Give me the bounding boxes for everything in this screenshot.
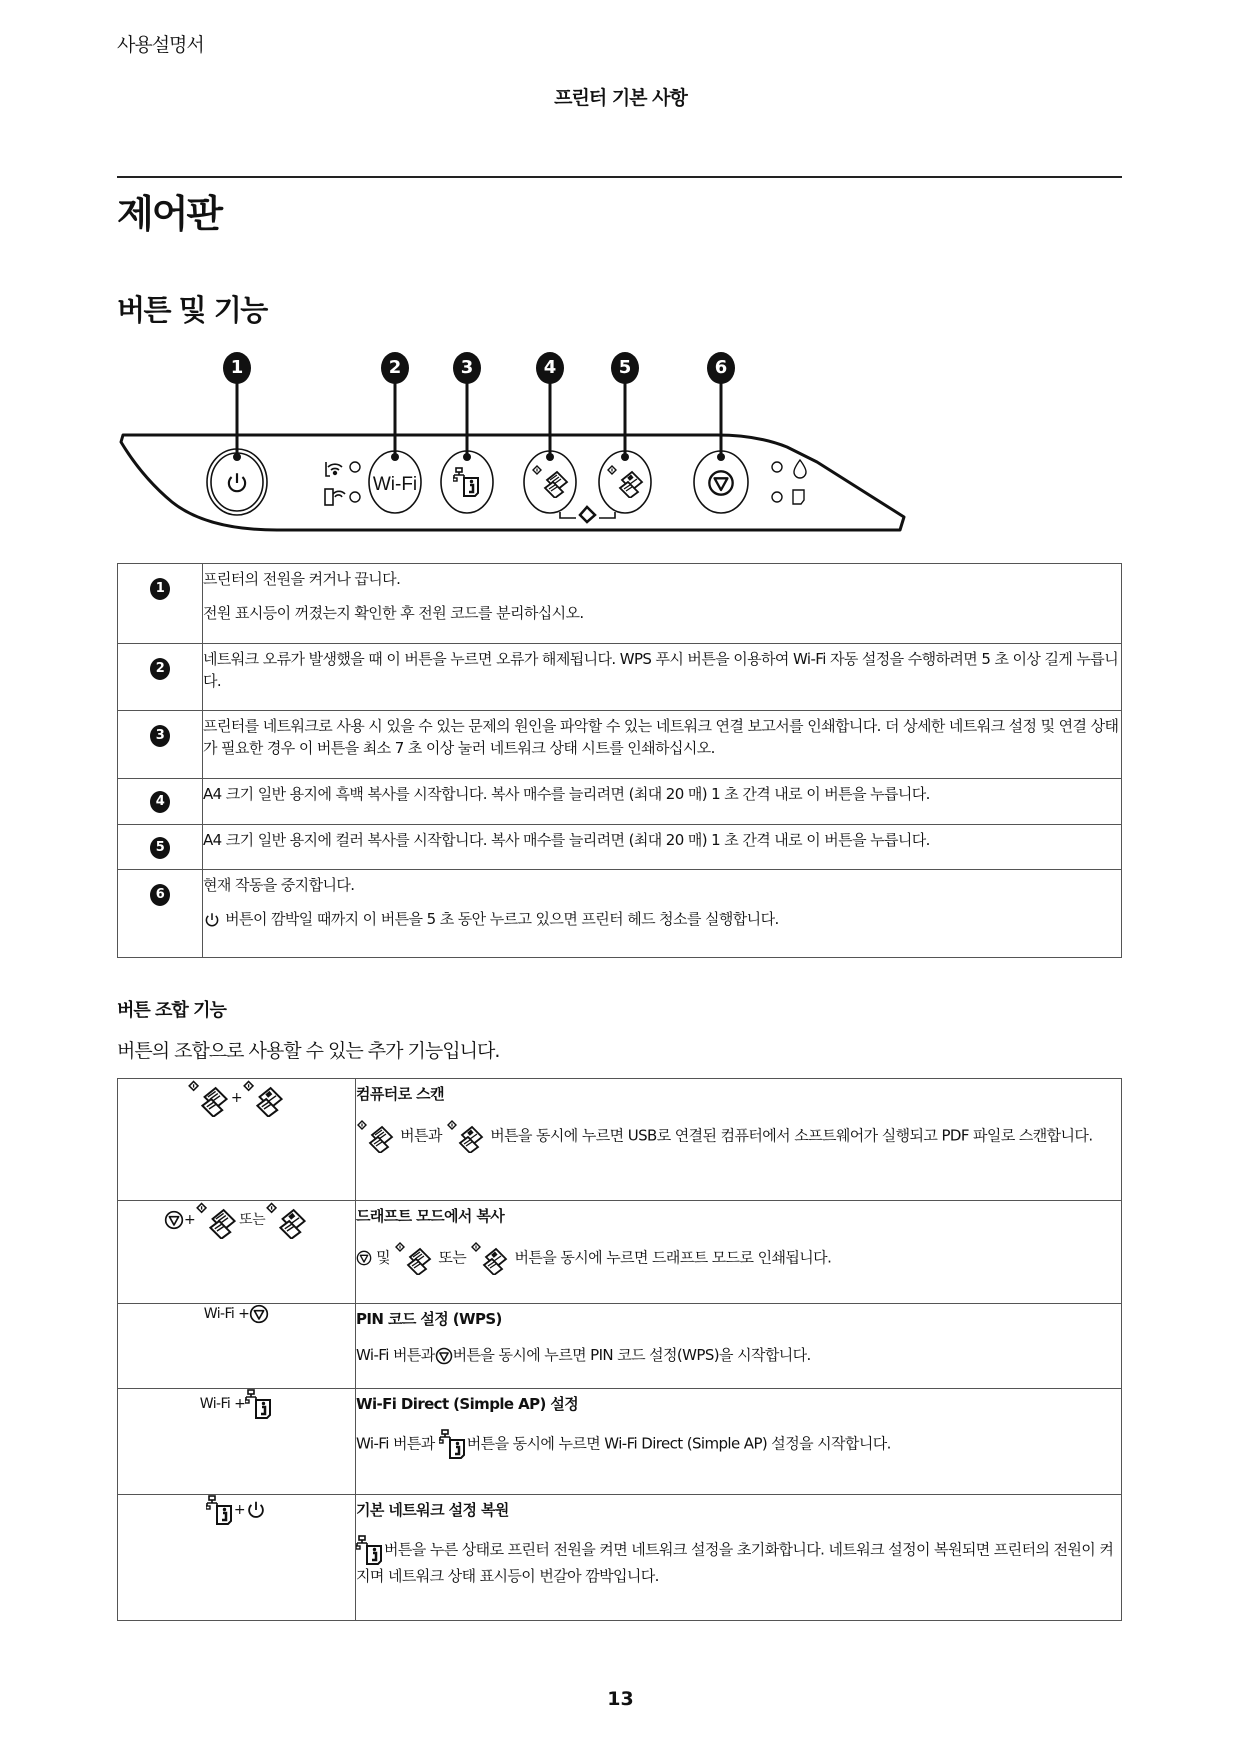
document-title: 사용설명서 bbox=[117, 34, 204, 56]
row-number: 6 bbox=[150, 884, 170, 906]
page-subtitle: 버튼 및 기능 bbox=[117, 293, 267, 327]
table-row bbox=[118, 779, 1122, 825]
plus-sign: + bbox=[234, 1396, 246, 1412]
combo-title: Wi-Fi Direct (Simple AP) 설정 bbox=[356, 1395, 579, 1413]
combo-table bbox=[117, 1078, 1122, 1621]
combo-section-title: 버튼 조합 기능 bbox=[117, 1000, 226, 1021]
buttons-table bbox=[117, 563, 1122, 958]
running-section-header bbox=[0, 83, 1241, 110]
row-number: 1 bbox=[150, 578, 170, 600]
combo-desc: 버튼과 bbox=[400, 1126, 442, 1145]
callout-4: 4 bbox=[536, 352, 564, 384]
table-row bbox=[118, 1201, 1122, 1304]
plus-sign: + bbox=[233, 1502, 246, 1518]
callout-6: 6 bbox=[707, 352, 735, 384]
wifi-label: Wi-Fi bbox=[203, 1306, 235, 1322]
network-info-icon bbox=[356, 1535, 384, 1565]
plus-sign: + bbox=[230, 1090, 243, 1106]
bw-copy-icon bbox=[187, 1079, 231, 1117]
wifi-label: Wi-Fi bbox=[199, 1396, 231, 1412]
bw-copy-icon bbox=[394, 1241, 434, 1275]
combo-desc: 및 bbox=[376, 1248, 391, 1267]
combo-title: 컴퓨터로 스캔 bbox=[356, 1085, 444, 1103]
section-header-text: 프린터 기본 사항 bbox=[554, 87, 687, 109]
callout-5: 5 bbox=[611, 352, 639, 384]
row-text: 프린터의 전원을 켜거나 끕니다. bbox=[203, 570, 401, 588]
row-text: 전원 표시등이 꺼졌는지 확인한 후 전원 코드를 분리하십시오. bbox=[203, 604, 584, 622]
row-number: 3 bbox=[150, 725, 170, 747]
page-number: 13 bbox=[607, 1688, 634, 1710]
color-copy-icon bbox=[446, 1119, 486, 1153]
row-text: 현재 작동을 중지합니다. bbox=[203, 876, 355, 894]
title-rule bbox=[117, 176, 1122, 178]
network-info-icon bbox=[439, 1429, 467, 1459]
combo-section-lead: 버튼의 조합으로 사용할 수 있는 추가 기능입니다. bbox=[117, 1040, 500, 1062]
control-panel-diagram bbox=[117, 352, 907, 532]
network-info-icon bbox=[206, 1495, 234, 1525]
table-row bbox=[118, 644, 1122, 711]
network-info-icon bbox=[245, 1389, 273, 1419]
callout-1: 1 bbox=[223, 352, 251, 384]
combo-desc: Wi-Fi 버튼과 bbox=[356, 1346, 435, 1364]
stop-icon bbox=[249, 1304, 269, 1324]
table-row bbox=[118, 564, 1122, 644]
bw-copy-icon bbox=[356, 1119, 396, 1153]
combo-title: PIN 코드 설정 (WPS) bbox=[356, 1310, 502, 1328]
combo-desc: 버튼을 동시에 누르면 Wi-Fi Direct (Simple AP) 설정을 시작합니다. bbox=[466, 1434, 891, 1453]
stop-icon bbox=[164, 1210, 184, 1230]
table-row bbox=[118, 870, 1122, 958]
combo-desc: 버튼을 동시에 누르면 드래프트 모드로 인쇄됩니다. bbox=[514, 1248, 832, 1267]
combo-desc: 또는 bbox=[438, 1248, 467, 1267]
combo-title: 기본 네트워크 설정 복원 bbox=[356, 1501, 509, 1519]
row-number: 2 bbox=[150, 658, 170, 680]
combo-title: 드래프트 모드에서 복사 bbox=[356, 1207, 505, 1225]
table-row bbox=[118, 1495, 1122, 1621]
color-copy-icon bbox=[470, 1241, 510, 1275]
row-text: A4 크기 일반 용지에 흑백 복사를 시작합니다. 복사 매수를 늘리려면 (최대 20 매) 1 초 간격 내로 이 버튼을 누릅니다. bbox=[203, 785, 930, 803]
power-icon bbox=[245, 1499, 267, 1521]
table-row bbox=[118, 1389, 1122, 1495]
callout-2: 2 bbox=[381, 352, 409, 384]
table-row bbox=[118, 711, 1122, 779]
combo-desc: Wi-Fi 버튼과 bbox=[356, 1434, 435, 1453]
plus-sign: + bbox=[184, 1212, 196, 1228]
table-row bbox=[118, 1079, 1122, 1201]
table-row bbox=[118, 825, 1122, 870]
row-text: A4 크기 일반 용지에 컬러 복사를 시작합니다. 복사 매수를 늘리려면 (최대 20 매) 1 초 간격 내로 이 버튼을 누릅니다. bbox=[203, 831, 930, 849]
color-copy-icon bbox=[242, 1079, 286, 1117]
combo-desc: 버튼을 동시에 누르면 USB로 연결된 컴퓨터에서 소프트웨어가 실행되고 PDF 파일로 스캔합니다. bbox=[490, 1126, 1093, 1145]
row-text: 프린터를 네트워크로 사용 시 있을 수 있는 문제의 원인을 파악할 수 있는 네트워크 연결 보고서를 인쇄합니다. 더 상세한 네트워크 설정 및 연결 상태가 필요한 경우 이 버튼을 최소 7 초 이상 눌러 네트워크 상태 시트를 인쇄하십시오. bbox=[203, 717, 1119, 757]
combo-desc: 버튼을 누른 상태로 프린터 전원을 켜면 네트워크 설정을 초기화합니다. 네트워크 설정이 복원되면 프린터의 전원이 켜지며 네트워크 상태 표시등이 번갈아 깜박입니다. bbox=[356, 1540, 1114, 1585]
row-text: 네트워크 오류가 발생했을 때 이 버튼을 누르면 오류가 해제됩니다. WPS 푸시 버튼을 이용하여 Wi-Fi 자동 설정을 수행하려면 5 초 이상 길게 누릅니다. bbox=[203, 650, 1119, 690]
row-number: 4 bbox=[150, 791, 170, 813]
callout-3: 3 bbox=[453, 352, 481, 384]
table-row bbox=[118, 1304, 1122, 1389]
svg-text:Wi-Fi: Wi-Fi bbox=[372, 474, 418, 495]
stop-icon bbox=[435, 1347, 453, 1365]
or-text: 또는 bbox=[239, 1212, 265, 1228]
page-title: 제어판 bbox=[117, 192, 222, 236]
plus-sign: + bbox=[238, 1306, 250, 1322]
stop-icon bbox=[356, 1250, 372, 1266]
combo-desc: 버튼을 동시에 누르면 PIN 코드 설정(WPS)을 시작합니다. bbox=[452, 1346, 811, 1364]
power-icon bbox=[203, 911, 221, 929]
row-number: 5 bbox=[150, 837, 170, 859]
color-copy-icon bbox=[265, 1201, 309, 1239]
bw-copy-icon bbox=[195, 1201, 239, 1239]
row-text: 버튼이 깜박일 때까지 이 버튼을 5 초 동안 누르고 있으면 프린터 헤드 청소를 실행합니다. bbox=[225, 910, 779, 928]
